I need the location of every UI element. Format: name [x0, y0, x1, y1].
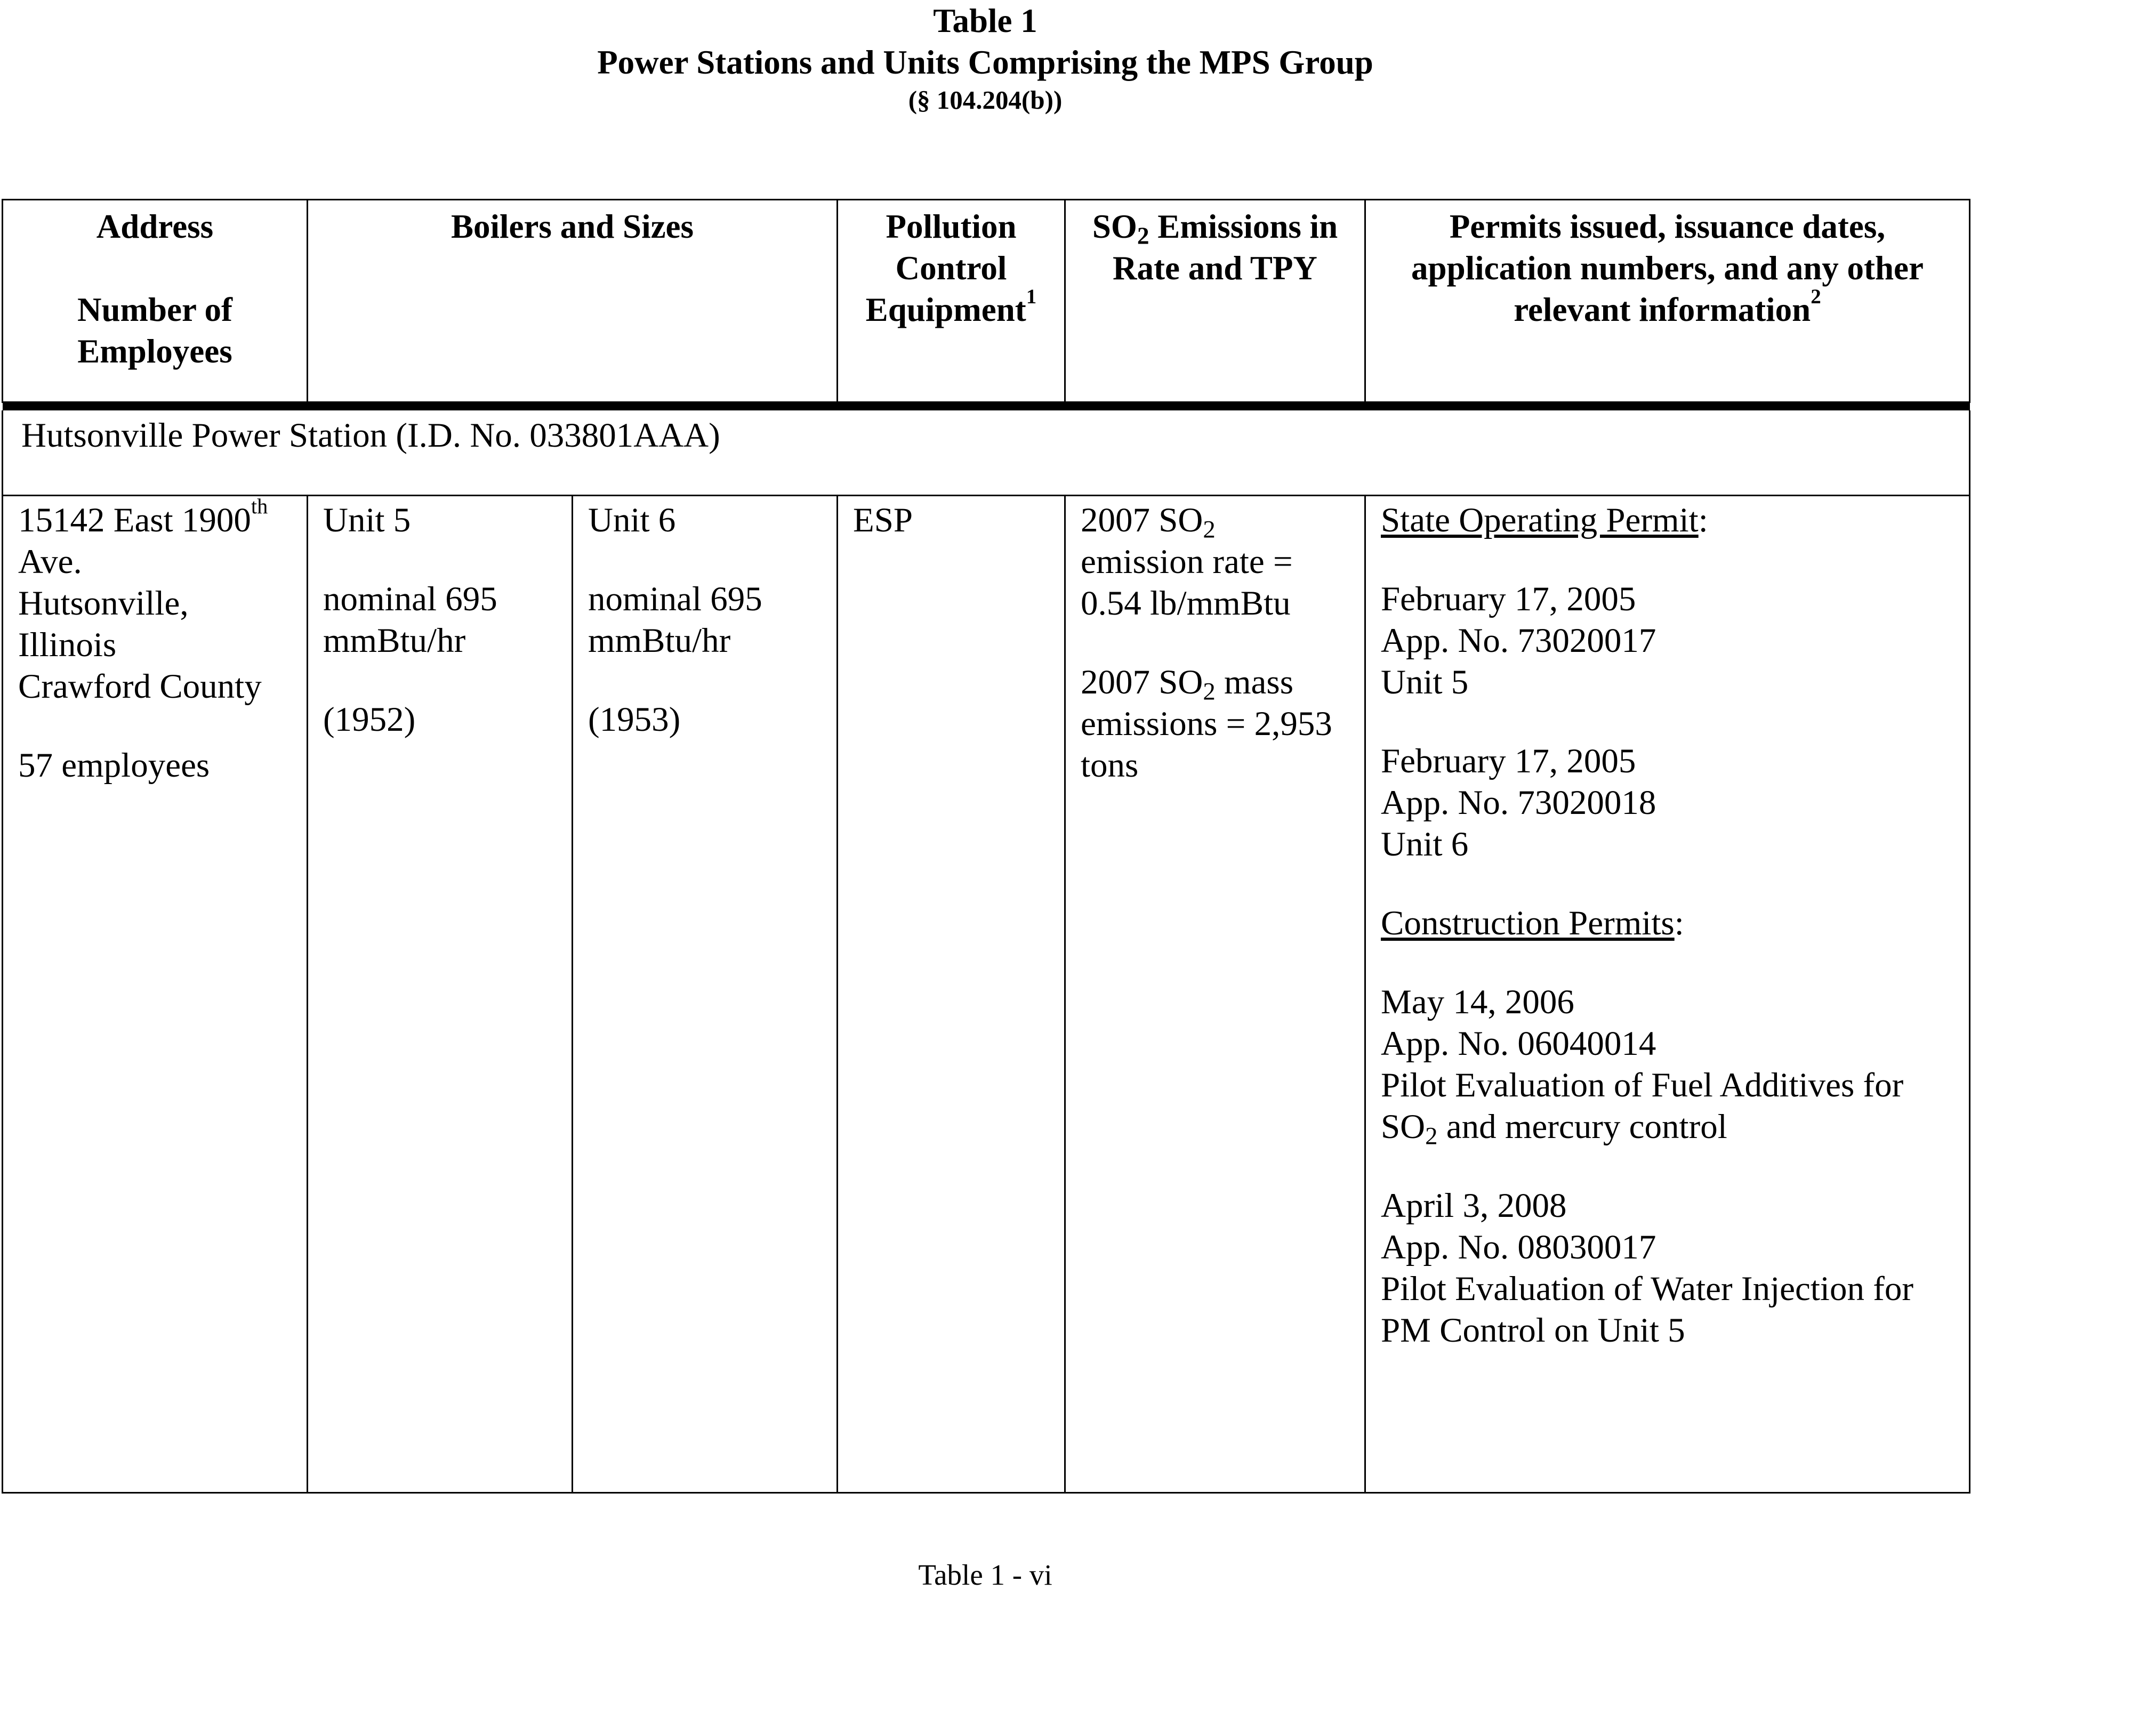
- permit1-app: App. No. 73020017: [1381, 622, 1656, 660]
- footnote-marker-2: 2: [1811, 285, 1821, 308]
- unit5-size1: nominal 695: [323, 580, 497, 618]
- table-row: [3, 496, 1970, 1493]
- table-subtitle: Power Stations and Units Comprising the MPS Group: [597, 44, 1373, 81]
- header-permits-line3: relevant information: [1514, 291, 1811, 328]
- cell-unit5: [308, 496, 573, 1493]
- header-so2-rest: Emissions in: [1149, 208, 1338, 245]
- permit1-date: February 17, 2005: [1381, 580, 1636, 618]
- header-boilers: [308, 200, 838, 402]
- so2-mass-line3: tons: [1081, 746, 1139, 785]
- address-line2: Ave.: [18, 543, 82, 581]
- construction1-desc2-sub: 2: [1425, 1122, 1438, 1150]
- header-pollution-line1: Pollution: [886, 208, 1017, 245]
- construction1-app: App. No. 06040014: [1381, 1024, 1656, 1063]
- construction-permits-colon: :: [1674, 904, 1684, 942]
- unit5-year: (1952): [323, 700, 416, 739]
- address-line3: Hutsonville,: [18, 584, 189, 623]
- header-divider: [3, 402, 1970, 411]
- table-title: Table 1: [933, 2, 1037, 39]
- power-stations-table: [2, 199, 1970, 1494]
- footnote-marker-1: 1: [1026, 285, 1037, 308]
- construction2-desc2: PM Control on Unit 5: [1381, 1311, 1685, 1350]
- construction1-desc2-so: SO: [1381, 1108, 1426, 1146]
- so2-mass-sub: 2: [1203, 677, 1216, 706]
- unit6-size1: nominal 695: [588, 580, 762, 618]
- section-reference: (§ 104.204(b)): [908, 85, 1063, 115]
- header-address-line1: Address: [96, 208, 214, 245]
- unit6-name: Unit 6: [588, 501, 676, 539]
- construction1-desc1: Pilot Evaluation of Fuel Additives for: [1381, 1066, 1904, 1104]
- state-permit-heading: State Operating Permit: [1381, 501, 1699, 539]
- address-street-sup: th: [251, 494, 268, 518]
- cell-pollution-control: [838, 496, 1065, 1493]
- table-header-row: [3, 200, 1970, 402]
- address-line4: Illinois: [18, 626, 117, 664]
- station-row: [3, 410, 1970, 496]
- header-pollution: [838, 200, 1065, 402]
- address-line5: Crawford County: [18, 667, 262, 706]
- unit5-size2: mmBtu/hr: [323, 622, 466, 660]
- so2-rate-a: 2007 SO: [1081, 501, 1203, 539]
- page-footer: Table 1 - vi: [918, 1559, 1052, 1591]
- header-so2-so: SO: [1092, 208, 1137, 245]
- header-permits-line1: Permits issued, issuance dates,: [1449, 208, 1886, 245]
- header-address: [3, 200, 308, 402]
- header-permits-line2: application numbers, and any other: [1411, 249, 1924, 287]
- so2-mass-line2: emissions = 2,953: [1081, 705, 1332, 743]
- cell-permits: [1365, 496, 1970, 1493]
- construction2-app: App. No. 08030017: [1381, 1228, 1656, 1266]
- cell-so2: [1065, 496, 1365, 1493]
- header-address-line2: Number of: [77, 291, 233, 328]
- header-address-line3: Employees: [77, 333, 232, 370]
- header-permits: [1365, 200, 1970, 402]
- so2-rate-line2: emission rate =: [1081, 543, 1293, 581]
- address-street: 15142 East 1900: [18, 501, 251, 539]
- header-so2-sub: 2: [1137, 222, 1149, 249]
- construction2-desc1: Pilot Evaluation of Water Injection for: [1381, 1270, 1913, 1308]
- unit6-size2: mmBtu/hr: [588, 622, 731, 660]
- unit5-name: Unit 5: [323, 501, 411, 539]
- so2-mass-b: mass: [1215, 663, 1293, 701]
- so2-rate-line3: 0.54 lb/mmBtu: [1081, 584, 1291, 623]
- state-permit-colon: :: [1698, 501, 1708, 539]
- header-pollution-line2: Control: [895, 249, 1007, 287]
- construction2-date: April 3, 2008: [1381, 1187, 1567, 1225]
- cell-unit6: [573, 496, 838, 1493]
- permit2-date: February 17, 2005: [1381, 742, 1636, 780]
- construction1-date: May 14, 2006: [1381, 983, 1574, 1021]
- header-so2: [1065, 200, 1365, 402]
- employee-count: 57 employees: [18, 746, 210, 785]
- unit6-year: (1953): [588, 700, 681, 739]
- page-header: [0, 0, 1970, 117]
- station-name: Hutsonville Power Station (I.D. No. 033801AAA): [3, 410, 1970, 496]
- pollution-control-value: ESP: [853, 501, 913, 539]
- construction1-desc2-rest: and mercury control: [1437, 1108, 1727, 1146]
- header-pollution-line3: Equipment: [865, 291, 1026, 328]
- permit1-unit: Unit 5: [1381, 663, 1469, 701]
- permit2-unit: Unit 6: [1381, 825, 1469, 864]
- header-boilers-label: Boilers and Sizes: [450, 208, 694, 245]
- so2-mass-a: 2007 SO: [1081, 663, 1203, 701]
- permit2-app: App. No. 73020018: [1381, 784, 1656, 822]
- header-so2-line2: Rate and TPY: [1113, 249, 1317, 287]
- cell-address: [3, 496, 308, 1493]
- so2-rate-sub: 2: [1203, 515, 1216, 544]
- construction-permits-heading: Construction Permits: [1381, 904, 1675, 942]
